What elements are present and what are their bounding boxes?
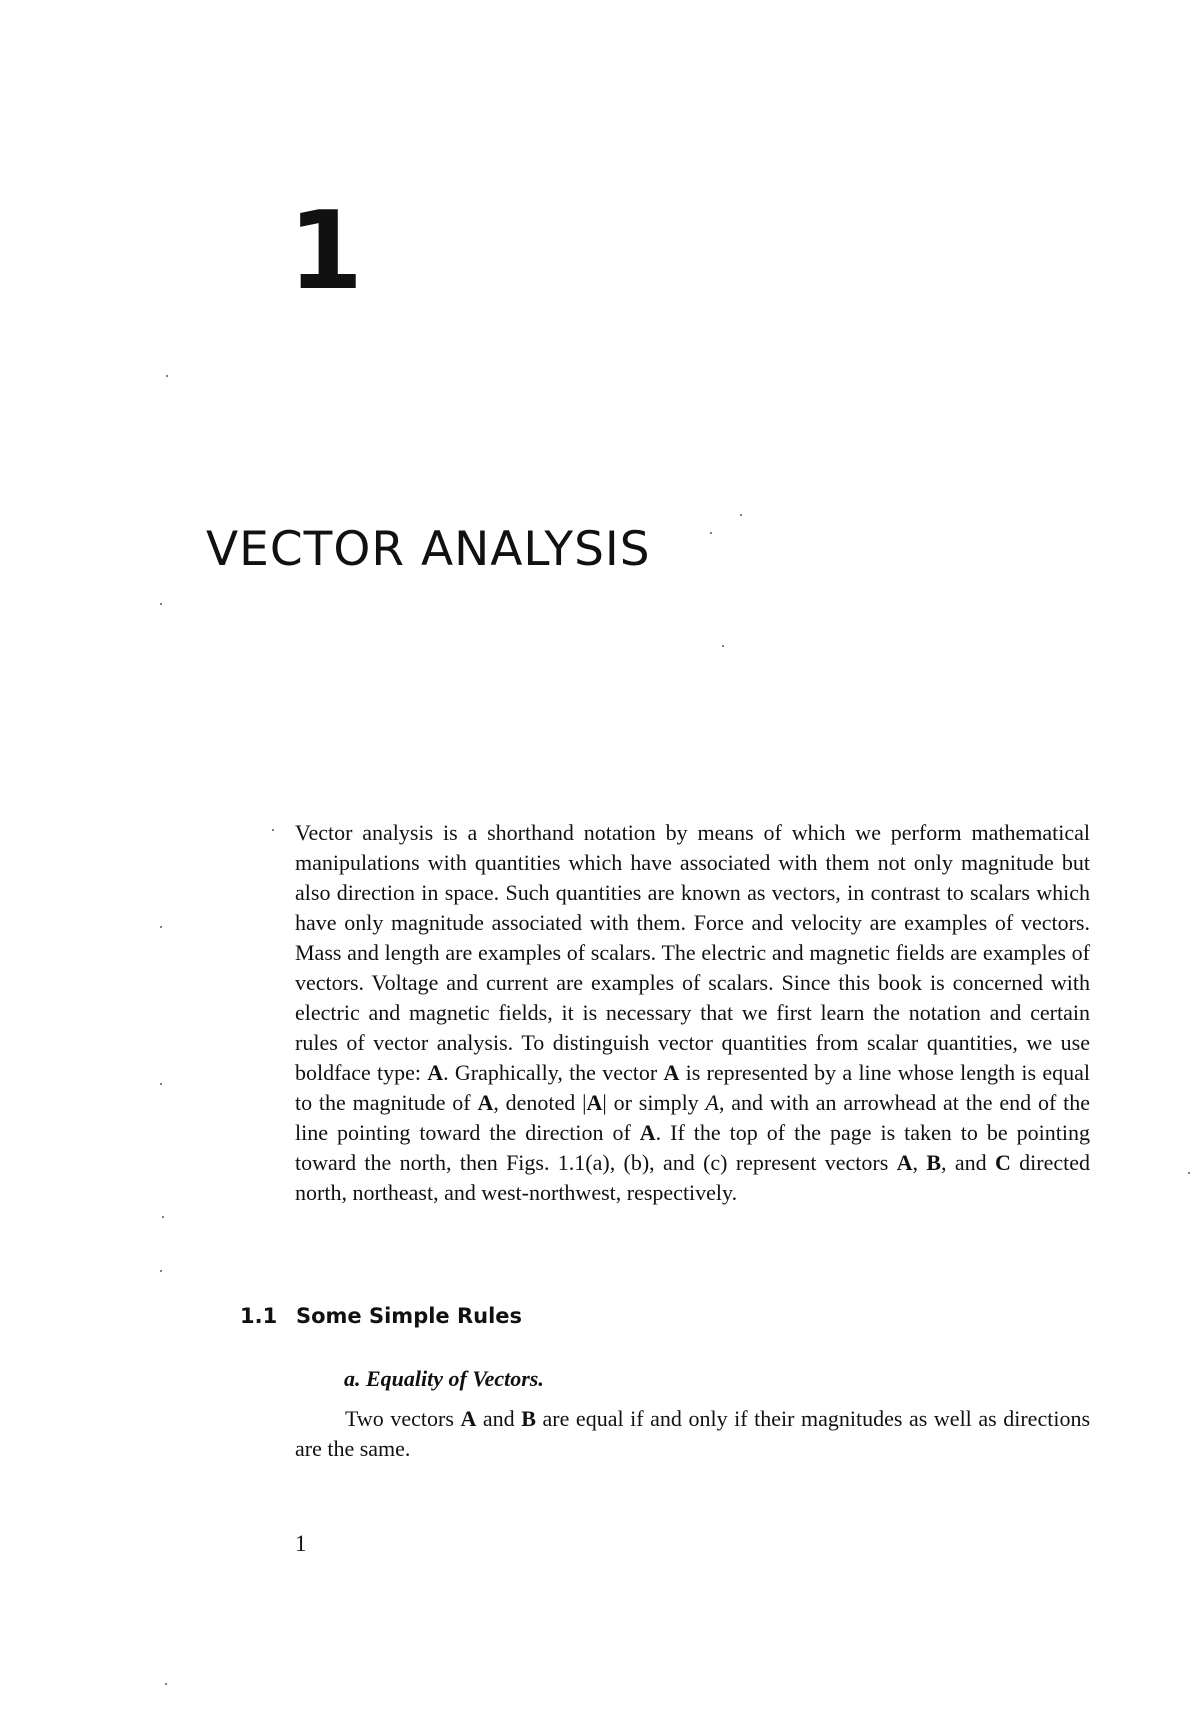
scan-speck (162, 1216, 164, 1218)
scan-speck (160, 1270, 162, 1272)
vector-symbol: A (427, 1060, 444, 1085)
intro-text: directed north, northeast, and west-northwest, respectively. (295, 1150, 1091, 1205)
intro-paragraph (295, 818, 1090, 1208)
scan-speck (1188, 1172, 1190, 1174)
body-text: and (476, 1406, 522, 1431)
vector-symbol: B (926, 1150, 942, 1175)
vector-symbol: A (663, 1060, 680, 1085)
scan-speck (740, 514, 742, 516)
intro-text: or simply (606, 1090, 706, 1115)
vector-symbol: A (639, 1120, 656, 1145)
section-title: Some Simple Rules (296, 1304, 523, 1328)
intro-text: Vector analysis is a shorthand notation by means of which we perform mathematical manipulations with quantities which have associated with them not only magnitude but also direction in space. Such quantities are known as vectors, in contrast to scalars which have only magnitude associated with them. Force and velocity are examples of vectors. Mass and length are examples of scalars. The electric and magnetic fields are examples of vectors. Voltage and current are examples of scalars. Since this book is concerned with electric and magnetic fields, it is necessary that we first learn the notation and certain rules of vector analysis. To distinguish vector quantities from scalar quantities, we use boldface type: (295, 820, 1090, 1085)
intro-text: , and with an arrowhead at the end of the line pointing toward the direction of (295, 1090, 1090, 1145)
vector-symbol: A (477, 1090, 494, 1115)
intro-text: , (912, 1150, 927, 1175)
scan-speck (722, 645, 724, 647)
section-heading (240, 1306, 522, 1327)
scalar-symbol: A (705, 1090, 719, 1115)
body-text: Two vectors (345, 1406, 461, 1431)
subsection-heading: a. Equality of Vectors. (344, 1366, 544, 1391)
vector-symbol: A (460, 1406, 477, 1431)
scan-speck (165, 1683, 167, 1685)
intro-text: . If the top of the page is taken to be pointing toward the north, then Figs. 1.1(a), (b), and (c) represent vectors (295, 1120, 1091, 1175)
subsection-paragraph (295, 1404, 1090, 1464)
section-number: 1.1 (240, 1304, 278, 1328)
magnitude-bar: | (582, 1090, 587, 1115)
vector-symbol: A (896, 1150, 913, 1175)
scan-speck (160, 603, 162, 605)
intro-text: , and (941, 1150, 995, 1175)
vector-symbol: A (586, 1090, 603, 1115)
scan-speck (160, 1083, 162, 1085)
intro-text: , denoted (493, 1090, 583, 1115)
magnitude-bar: | (602, 1090, 607, 1115)
chapter-title: VECTOR ANALYSIS (206, 522, 651, 577)
scan-speck (710, 532, 712, 534)
vector-symbol: C (994, 1150, 1011, 1175)
page-number: 1 (295, 1531, 307, 1556)
intro-text: . Graphically, the vector (443, 1060, 664, 1085)
chapter-number: 1 (288, 189, 364, 314)
scan-speck (166, 375, 168, 377)
vector-symbol: B (521, 1406, 536, 1431)
scan-speck (272, 829, 274, 831)
body-text: are equal if and only if their magnitudes as well as directions are the same. (295, 1406, 1090, 1461)
scan-speck (160, 926, 162, 928)
intro-text: is represented by a line whose length is equal to the magnitude of (295, 1060, 1090, 1115)
